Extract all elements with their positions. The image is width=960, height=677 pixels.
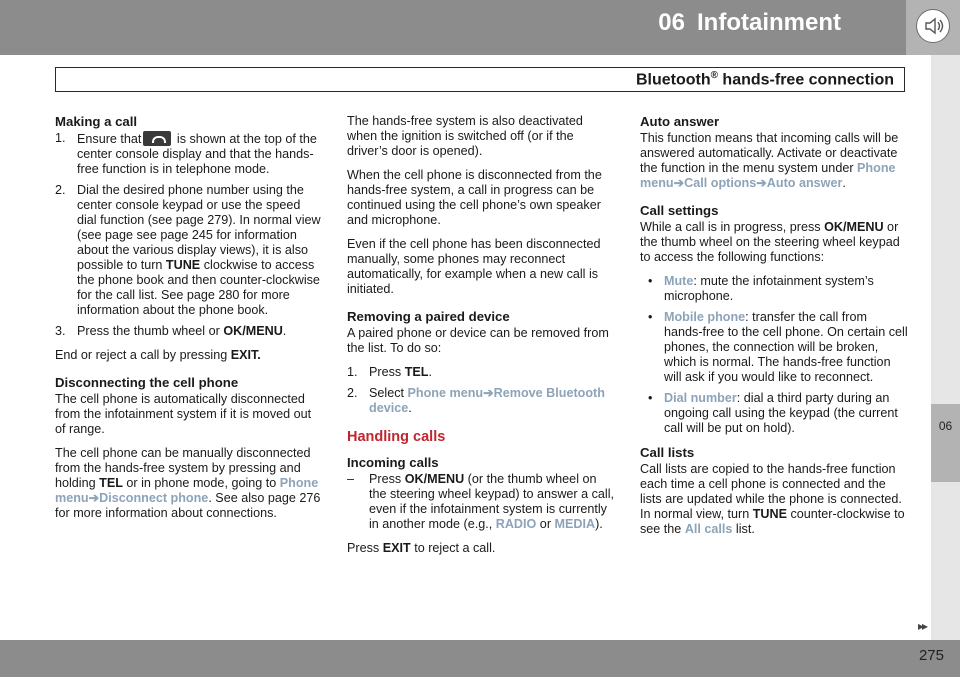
function-term: Mobile phone — [664, 310, 746, 324]
arrow-right-icon: ➔ — [756, 176, 767, 190]
text: . — [408, 401, 412, 415]
text: End or reject a call by pressing — [55, 348, 231, 362]
list-item — [55, 131, 323, 177]
menu-path-item: Phone menu — [55, 476, 319, 505]
list-item — [55, 183, 323, 318]
call-settings-paragraph — [640, 220, 908, 265]
step-text: Ensure that — [77, 132, 142, 146]
list-item — [55, 324, 323, 339]
next-page-arrows-icon: ▸▸ — [918, 619, 927, 633]
text: The cell phone can be manually disconnected from the hands-free system by pressing and holding — [55, 446, 311, 490]
text: or in phone mode, going to — [122, 476, 280, 490]
text: Call lists are copied to the hands-free function each time a cell phone is connected and the lists are updated while the phone is connected. In normal view, turn — [640, 462, 902, 521]
removing-paragraph: A paired phone or device can be removed from the list. To do so: — [347, 326, 609, 355]
text: Press — [369, 472, 405, 486]
handling-calls-heading: Handling calls — [347, 429, 446, 445]
arrow-right-icon: ➔ — [483, 386, 494, 400]
incoming-heading: Incoming calls — [347, 455, 439, 470]
incoming-list — [347, 472, 615, 532]
list-item — [640, 391, 908, 436]
keyword: OK/MENU — [404, 472, 465, 486]
page-number: 275 — [918, 647, 944, 664]
chapter-icon-box — [906, 0, 960, 55]
text: ). — [595, 517, 603, 531]
step-number: 1. — [55, 131, 66, 145]
disconnect-paragraph-1: The cell phone is automatically disconnected from the infotainment system if it is moved out of range. — [55, 392, 312, 436]
step-number: 1. — [347, 365, 358, 379]
text: . See also page 276 for more information about connections. — [55, 491, 321, 520]
list-item — [347, 386, 615, 416]
arrow-right-icon: ➔ — [88, 491, 100, 505]
registered-mark: ® — [710, 70, 718, 81]
paragraph: Even if the cell phone has been disconnected manually, some phones may reconnect automatically, for example when a new call is initiated. — [347, 237, 601, 296]
list-item — [640, 310, 908, 385]
menu-path-item: Auto answer — [766, 176, 843, 190]
list-item — [347, 365, 615, 380]
menu-path-item: Call options — [684, 176, 757, 190]
paragraph: The hands-free system is also deactivated when the ignition is switched off (or if the driver’s door is opened). — [347, 114, 583, 158]
dash-marker: – — [347, 472, 355, 486]
section-title — [636, 70, 894, 89]
list-item — [640, 274, 908, 304]
bullet-marker: • — [648, 310, 653, 324]
function-term: Dial number — [664, 391, 737, 405]
keyword: EXIT. — [230, 348, 261, 362]
footer-band — [0, 640, 960, 677]
arrow-right-icon: ➔ — [673, 176, 685, 190]
step-text: is shown at the top of the center console display and that the hands-free function is in telephone mode. — [77, 132, 317, 176]
text: or — [536, 517, 555, 531]
text: . — [428, 365, 432, 379]
chapter-name: Infotainment — [697, 9, 841, 36]
menu-path-item: Disconnect phone — [99, 491, 209, 505]
text: counter-clockwise to see the — [640, 507, 905, 536]
header-band — [0, 0, 906, 55]
keyword: EXIT — [382, 541, 411, 555]
step-number: 3. — [55, 324, 66, 338]
step-text: . — [282, 324, 287, 338]
auto-answer-heading: Auto answer — [640, 114, 720, 129]
making-call-heading: Making a call — [55, 114, 138, 129]
mode-label: RADIO — [495, 517, 537, 531]
paragraph: When the cell phone is disconnected from the hands-free system, a call in progress can be continued using the cell phone’s own speaker and microphone. — [347, 168, 602, 227]
keyword: TEL — [99, 476, 123, 490]
call-settings-list — [640, 274, 908, 436]
speaker-icon — [916, 9, 950, 43]
call-lists-paragraph — [640, 462, 908, 537]
keyword: TEL — [404, 365, 429, 379]
reject-paragraph — [347, 541, 615, 556]
column-1 — [55, 114, 323, 530]
function-term: All calls — [684, 522, 733, 536]
menu-path-item: Phone menu — [407, 386, 484, 400]
chapter-side-tab — [931, 404, 960, 482]
section-title-rest: hands-free connection — [717, 71, 894, 89]
column-3 — [640, 114, 908, 546]
menu-path-item: Phone menu — [640, 161, 896, 190]
making-call-steps — [55, 131, 323, 339]
end-call-paragraph — [55, 348, 323, 363]
section-title-main: Bluetooth — [635, 71, 711, 89]
text: Select — [369, 386, 408, 400]
function-term: Mute — [664, 274, 694, 288]
text: or the thumb wheel on the steering wheel keypad to access the following functions: — [640, 220, 900, 264]
menu-path-item: Remove Bluetooth device — [369, 386, 605, 415]
call-lists-heading: Call lists — [640, 445, 695, 460]
side-tab-label: 06 — [938, 419, 953, 433]
step-text: Press the thumb wheel or — [77, 324, 224, 338]
text: : dial a third party during an ongoing call using the keypad (the current call will be put on hold). — [664, 391, 898, 435]
list-item — [347, 472, 615, 532]
phone-icon — [143, 131, 171, 146]
bullet-marker: • — [648, 274, 653, 288]
auto-answer-paragraph — [640, 131, 908, 191]
keyword: OK/MENU — [223, 324, 283, 338]
text: Press — [347, 541, 383, 555]
disconnect-heading: Disconnecting the cell phone — [55, 375, 239, 390]
text: Press — [369, 365, 405, 379]
keyword: OK/MENU — [824, 220, 884, 234]
disconnect-paragraph-2 — [55, 446, 323, 521]
removing-heading: Removing a paired device — [347, 309, 510, 324]
chapter-title — [658, 9, 841, 37]
text: . — [842, 176, 846, 190]
text: : transfer the call from hands-free to the cell phone. On certain cell phones, the connection will be broken, which is normal. The hands-free function will ask if you would like to reconnect. — [664, 310, 908, 384]
bullet-marker: • — [648, 391, 653, 405]
step-number: 2. — [55, 183, 66, 197]
call-settings-heading: Call settings — [640, 203, 719, 218]
step-text: Dial the desired phone number using the center console keypad or use the speed dial function (see page 279). In normal view (see page see page 245 for information about the various display views), it is also possible to turn — [77, 183, 321, 272]
keyword: TUNE — [752, 507, 787, 521]
column-2 — [347, 114, 615, 565]
text: This function means that incoming calls will be answered automatically. Activate or deactivate the function in the menu system under — [640, 131, 899, 175]
step-text: clockwise to access the phone book and then counter-clockwise for the call list. See page 280 for more information about the phone book. — [77, 258, 320, 317]
step-number: 2. — [347, 386, 358, 400]
text: While a call is in progress, press — [640, 220, 825, 234]
text: to reject a call. — [410, 541, 496, 555]
text: (or the thumb wheel on the steering wheel keypad) to answer a call, even if the infotainment system is currently in another mode (e.g., — [369, 472, 615, 531]
text: : mute the infotainment system’s microphone. — [664, 274, 874, 303]
mode-label: MEDIA — [554, 517, 596, 531]
removing-steps — [347, 365, 615, 416]
side-tab-strip — [931, 55, 960, 640]
text: list. — [732, 522, 755, 536]
chapter-number: 06 — [658, 9, 685, 36]
keyword: TUNE — [165, 258, 201, 272]
section-bar — [55, 67, 905, 92]
